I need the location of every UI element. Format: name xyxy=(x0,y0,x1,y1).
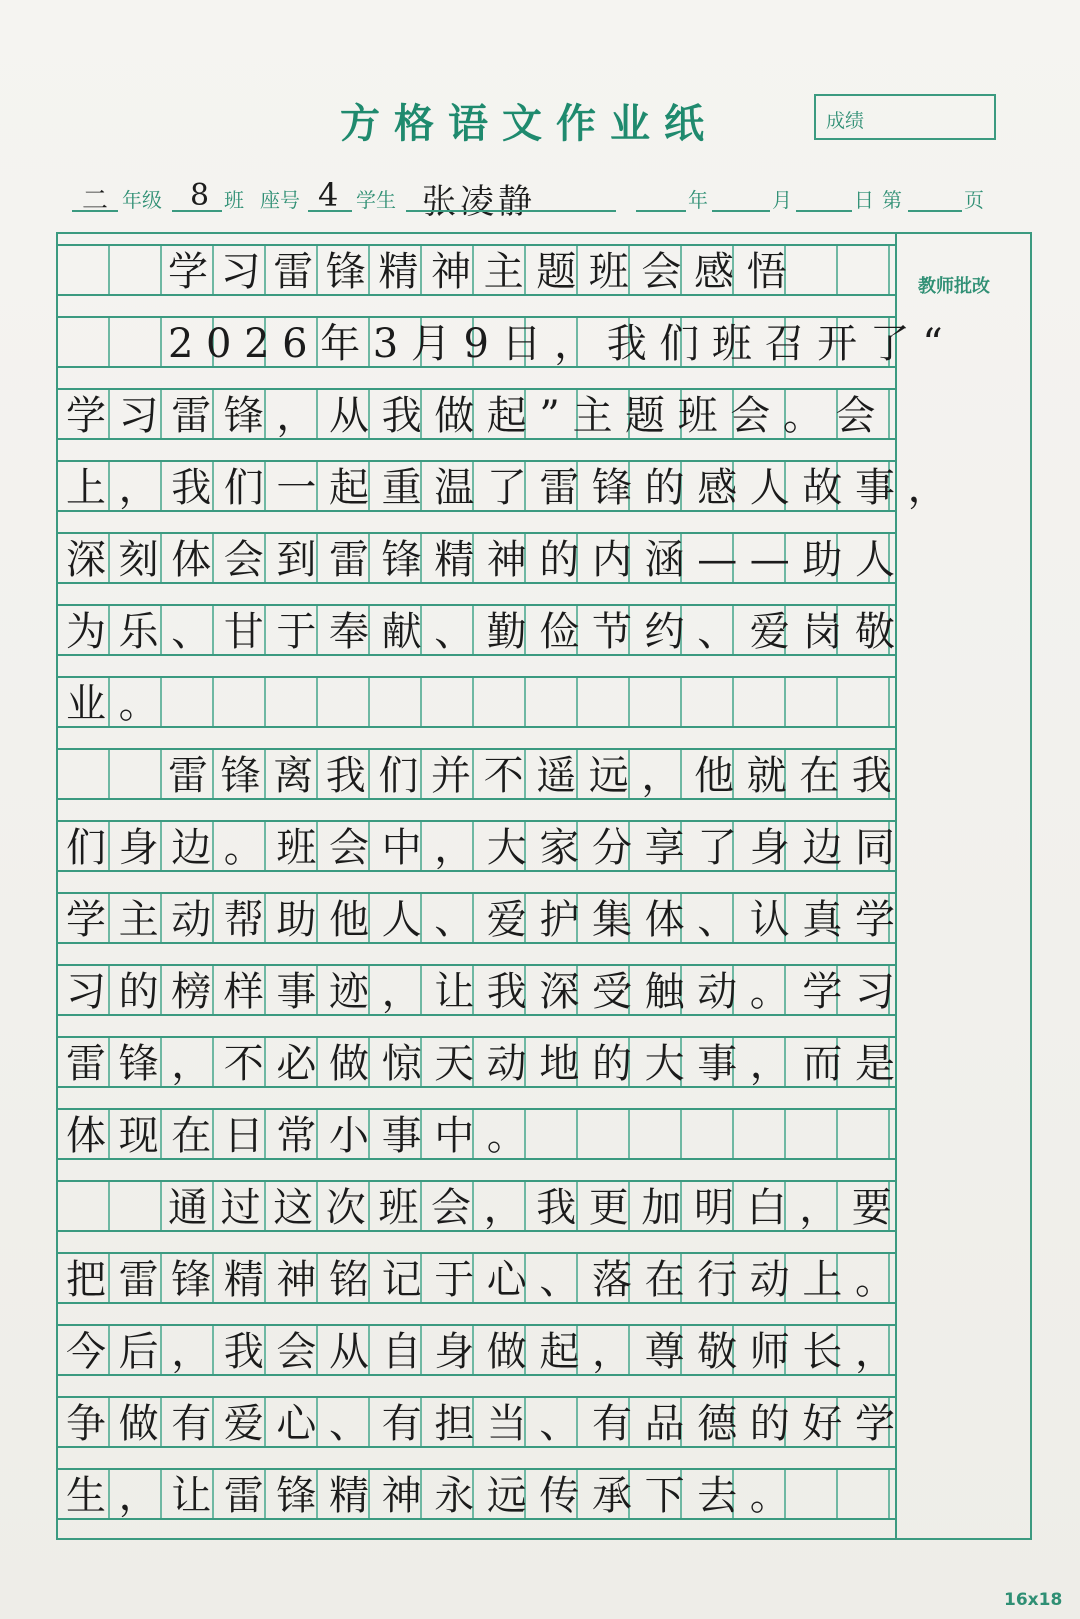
grid-row xyxy=(58,1108,895,1160)
grid-row xyxy=(58,244,895,296)
seat-label: 座号 xyxy=(260,188,300,212)
grid-row xyxy=(58,748,905,800)
essay-line: 习的榜样事迹，让我深受触动。学习 xyxy=(66,969,908,1015)
grid-row xyxy=(58,1324,908,1376)
student-info-line xyxy=(72,176,1022,222)
grade-underline xyxy=(72,210,118,212)
grid-row xyxy=(58,1396,908,1448)
grid-row xyxy=(58,820,908,872)
page-suffix-label: 页 xyxy=(964,188,984,212)
essay-line: 雷锋离我们并不遥远，他就在我 xyxy=(168,753,905,799)
day-underline xyxy=(796,210,852,212)
grid-row xyxy=(58,892,908,944)
essay-line: 业。 xyxy=(66,681,172,727)
seat-value: 4 xyxy=(318,176,339,214)
essay-line: 2026年3月9日，我们班召开了“ xyxy=(168,321,956,367)
essay-line: 体现在日常小事中。 xyxy=(66,1113,540,1159)
grid-row xyxy=(58,1468,895,1520)
grid-row xyxy=(58,964,908,1016)
essay-line: 为乐、甘于奉献、勤俭节约、爱岗敬 xyxy=(66,609,908,655)
grid-size-label: 16x18 xyxy=(1004,1590,1063,1610)
essay-line: 上，我们一起重温了雷锋的感人故事， xyxy=(66,465,961,511)
class-value: 8 xyxy=(190,178,210,213)
grid-row xyxy=(58,1036,908,1088)
month-label: 月 xyxy=(772,188,792,212)
essay-line: 雷锋，不必做惊天动地的大事，而是 xyxy=(66,1041,908,1087)
grid-row xyxy=(58,460,961,512)
essay-line: 学主动帮助他人、爱护集体、认真学 xyxy=(66,897,908,943)
student-label: 学生 xyxy=(356,188,396,212)
worksheet-title: 方格语文作业纸 xyxy=(340,100,718,147)
grid-row xyxy=(58,1252,908,1304)
student-name: 张凌静 xyxy=(422,182,536,222)
year-label: 年 xyxy=(688,188,708,212)
grade-value: 二 xyxy=(82,186,109,216)
year-underline xyxy=(636,210,686,212)
month-underline xyxy=(712,210,770,212)
grid-row xyxy=(58,1180,905,1232)
essay-line: 深刻体会到雷锋精神的内涵——助人 xyxy=(66,537,908,583)
class-underline xyxy=(172,210,222,212)
essay-line: 把雷锋精神铭记于心、落在行动上。 xyxy=(66,1257,908,1303)
essay-line: 学习雷锋，从我做起”主题班会。会 xyxy=(66,393,889,439)
essay-line: 们身边。班会中，大家分享了身边同 xyxy=(66,825,908,871)
grid-row xyxy=(58,388,895,440)
student-underline xyxy=(406,210,616,212)
essay-title: 学习雷锋精神主题班会感悟 xyxy=(168,249,800,295)
seat-underline xyxy=(308,210,352,212)
page-underline xyxy=(908,210,962,212)
score-box xyxy=(814,94,996,140)
essay-line: 生，让雷锋精神永远传承下去。 xyxy=(66,1473,803,1519)
essay-line: 争做有爱心、有担当、有品德的好学 xyxy=(66,1401,908,1447)
page-prefix-label: 第 xyxy=(882,188,902,212)
score-label: 成绩 xyxy=(826,110,865,132)
grid-row xyxy=(58,676,895,728)
class-label: 班 xyxy=(224,188,244,212)
teacher-comment-label: 教师批改 xyxy=(918,276,990,297)
day-label: 日 xyxy=(854,188,874,212)
essay-line: 通过这次班会，我更加明白，要 xyxy=(168,1185,905,1231)
grid-row xyxy=(58,604,908,656)
grid-row xyxy=(58,316,956,368)
essay-line: 今后，我会从自身做起，尊敬师长， xyxy=(66,1329,908,1375)
grade-label: 年级 xyxy=(122,188,162,212)
grid-row xyxy=(58,532,908,584)
